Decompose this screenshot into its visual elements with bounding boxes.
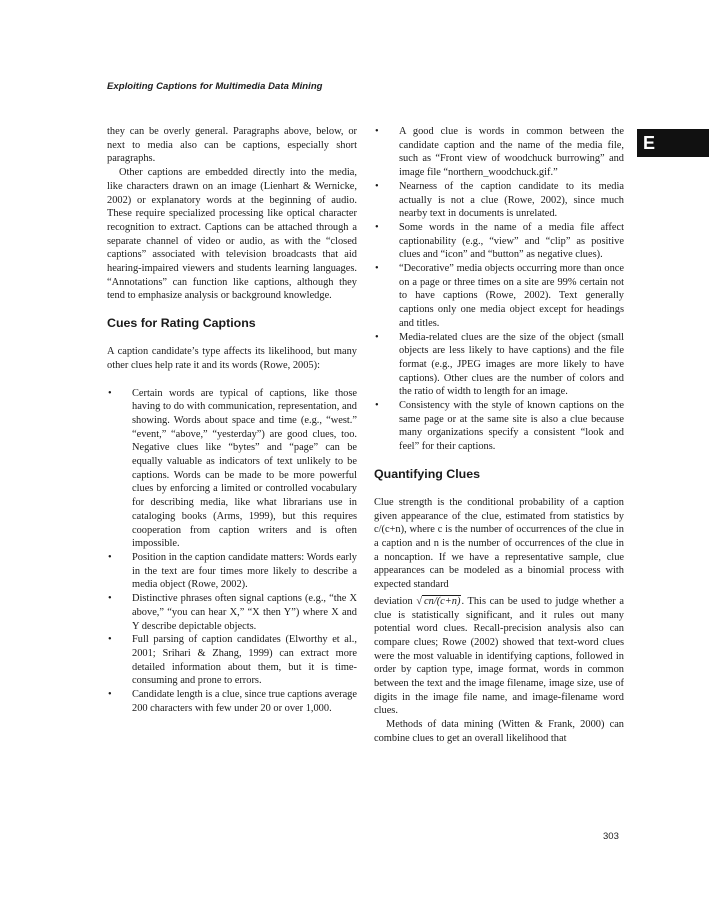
bullet-icon: • [375,126,379,137]
bullet-icon: • [108,387,112,399]
bullet-icon: • [108,689,112,701]
list-item: • Some words in the name of a media file affect captionability (e.g., “view” and “clip” as positive clues and “icon” and “button” as negative clues). [375,221,624,261]
bullet-list [374,125,624,454]
paragraph: A caption candidate’s type affects its likelihood, but many other clues help rate it and its words (Rowe, 2005): [107,346,357,371]
list-item: • Certain words are typical of captions, like those having to do with communication, representation, and showing. Words about space and time (e.g., “west.” “event,” “above,” “yesterday”) are good clues, too. Negative clues like “bytes” and “page” can be equally valuable as indicators of text unlikely to be captions. Words can be made to be more powerful clues by enforcing a limited or controlled vocabulary for describing media, like what librarians use in cataloging books (Arms, 1999), but this requires cooperation from caption writers and is often impossible. [108,387,357,550]
list-item: • Position in the caption candidate matters: Words early in the text are four times more likely to describe a media object (Rowe, 2002). [108,551,357,591]
list-item: • A good clue is words in common between the candidate caption and the name of the media file, such as “Front view of woodchuck burrowing” and image file “northern_woodchuck.gif.” [375,126,624,179]
paragraph: they can be overly general. Paragraphs above, below, or next to media also can be captions, especially short paragraphs. [107,126,357,165]
bullet-icon: • [375,263,379,275]
list-item: • Consistency with the style of known captions on the same page or at the same site is also a clue because many organizations specify a consistent “look and feel” for their captions. [375,400,624,453]
bullet-icon: • [108,551,112,563]
section-tab: E [637,129,709,157]
bullet-icon: • [375,331,379,343]
page-number: 303 [603,831,619,842]
list-item: • Distinctive phrases often signal captions (e.g., “the X above,” “you can hear X,” “X then Y”) where X and Y describe depictable objects. [108,593,357,632]
left-column [107,125,357,715]
list-item: • Candidate length is a clue, since true captions average 200 characters with few under 20 or over 1,000. [108,689,357,714]
right-column [374,125,624,746]
sqrt-formula: √ cn/(c+n) [416,595,461,607]
bullet-icon: • [375,180,379,192]
list-item: • “Decorative” media objects occurring more than once on a page or three times on a site are 99% certain not to have captions (Rowe, 2002). Text generally captions only one media object except for headings and titles. [375,263,624,329]
list-item: • Nearness of the caption candidate to its media actually is not a clue (Rowe, 2002), since much nearby text in documents is unrelated. [375,180,624,220]
formula-lead: deviation [374,595,413,607]
section-heading: Quantifying Clues [374,466,481,481]
section-heading: Cues for Rating Captions [107,316,256,331]
paragraph: Clue strength is the conditional probability of a caption given appearance of the clue, estimated from statistics by c/(c+n), where c is the number of occurrences of the clue in a caption and n is the number of occurrences of the clue in a noncaption. If we have a representative sample, clue appearances can be modeled as a binomial process with expected standard [374,496,624,591]
bullet-icon: • [375,221,379,233]
bullet-icon: • [375,400,379,412]
paragraph: Methods of data mining (Witten & Frank, 2000) can combine clues to get an overall likelihood that [374,719,624,744]
paragraph: Other captions are embedded directly into the media, like characters drawn on an image (Lienhart & Wernicke, 2002) or explanatory words at the beginning of audio. These require specialized processing like optical character recognition to extract. Captions can be attached through a separate channel of video or audio, as with the “closed captions” associated with television broadcasts that aid hearing-impaired viewers and students learning languages. “Annotations” can function like captions, although they tend to emphasize analysis or background knowledge. [107,167,357,302]
paragraph-with-formula [374,595,624,718]
formula-rest: . This can be used to judge whether a clue is statistically significant, and it rules out many potential word clues. Recall-precision analysis also can compare clues; Rowe (2002) showed that text-word clues were the most valuable in identifying captions, followed in order by caption type, image format, words in common between the text and the image filename, image size, use of digits in the image file name, and image-filename word clues. [374,595,624,717]
list-item: • Media-related clues are the size of the object (small objects are less likely to have captions) and the file format (e.g., JPEG images are more likely to have captions). Other clues are the number of colors and the ratio of width to length for an image. [375,331,624,398]
running-header: Exploiting Captions for Multimedia Data Mining [107,81,323,92]
bullet-icon: • [108,634,112,646]
list-item: • Full parsing of caption candidates (Elworthy et al., 2001; Srihari & Zhang, 1999) can extract more detailed information about them, but it is time-consuming and prone to errors. [108,634,357,687]
bullet-list [107,387,357,716]
bullet-icon: • [108,593,112,605]
